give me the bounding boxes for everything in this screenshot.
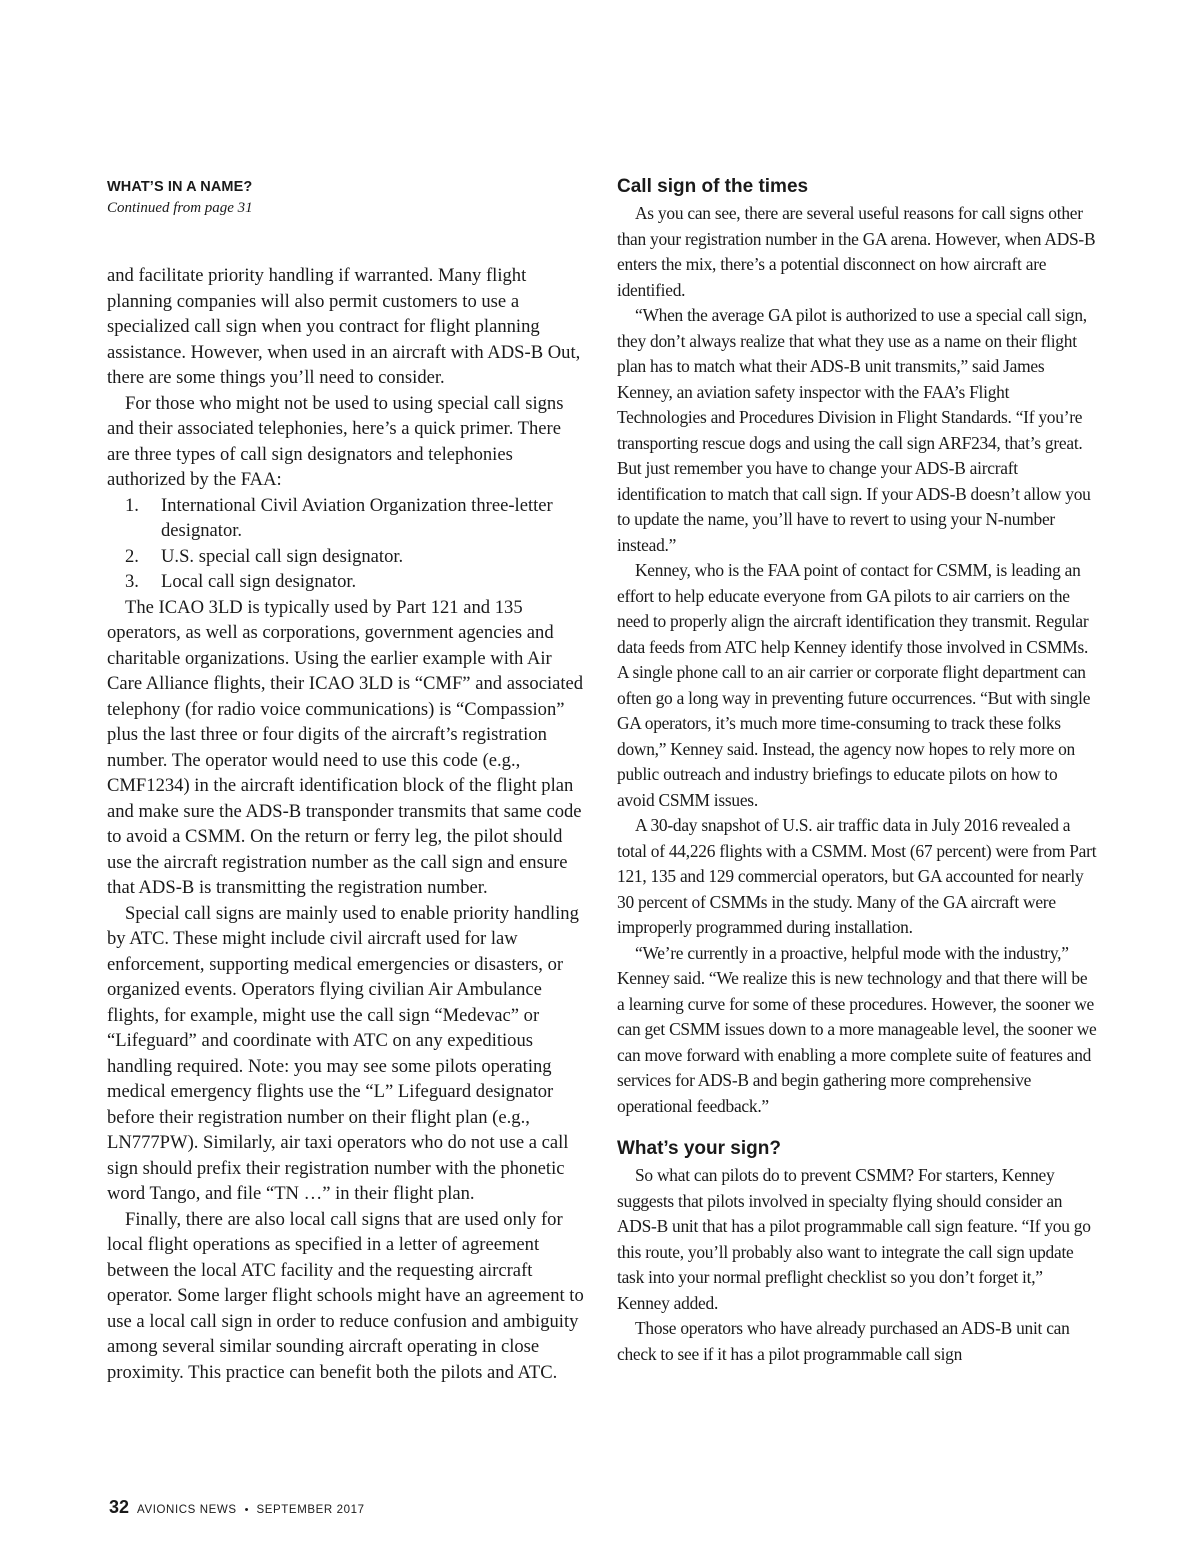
- body-paragraph: The ICAO 3LD is typically used by Part 121 and 135 operators, as well as corporations, government agencies and charitable organizations. Using the earlier example with Air Care Alliance flights, their ICAO 3LD is “CMF” and associated telephony (for radio voice communications) is “Compassion” plus the last three or four digits of the aircraft’s registration number. The operator would need to use this code (e.g., CMF1234) in the aircraft identification block of the flight plan and make sure the ADS-B transponder transmits that same code to avoid a CSMM. On the return or ferry leg, the pilot should use the aircraft registration number as the call sign and ensure that ADS-B is transmitting the registration number.: [107, 596, 584, 898]
- body-paragraph: So what can pilots do to prevent CSMM? For starters, Kenney suggests that pilots involved in specialty flying should consider an ADS-B unit that has a pilot programmable call sign feature. “If you go this route, you’ll probably also want to integrate the call sign update task into your normal preflight checklist so you don’t forget it,” Kenney added.: [617, 1165, 1091, 1313]
- page-number: 32: [109, 1497, 130, 1517]
- body-paragraph: and facilitate priority handling if warranted. Many flight planning companies will also permit customers to use a specialized call sign when you contract for flight planning assistance. However, when used in an aircraft with ADS-B Out, there are some things you’ll need to consider.: [107, 265, 581, 388]
- section-heading: What’s your sign?: [617, 1138, 781, 1159]
- list-item-text: U.S. special call sign designator.: [161, 545, 404, 567]
- body-paragraph: “When the average GA pilot is authorized to use a special call sign, they don’t always realize that what they use as a name on their flight plan has to match what their ADS-B unit transmits,” said James Kenney, an aviation safety inspector with the FAA’s Flight Technologies and Procedures Division in Flight Standards. “If you’re transporting rescue dogs and using the call sign ARF234, that’s great. But just remember you have to change your ADS-B aircraft identification to match that call sign. If your ADS-B doesn’t allow you to update the name, you’ll have to revert to using your N-number instead.”: [617, 305, 1091, 555]
- list-item-text: International Civil Aviation Organization three-letter designator.: [161, 494, 553, 541]
- list-item-text: Local call sign designator.: [161, 571, 357, 592]
- list-item: [107, 544, 585, 570]
- designator-list: [107, 493, 585, 595]
- publication-name: AVIONICS NEWS: [137, 1504, 237, 1516]
- footer-separator: •: [244, 1504, 249, 1516]
- body-paragraph: Special call signs are mainly used to enable priority handling by ATC. These might include civil aircraft used for law enforcement, supporting medical emergencies or disasters, or organized events. Operators flying civilian Air Ambulance flights, for example, might use the call sign “Medevac” or “Lifeguard” and coordinate with ATC on any expeditious handling required. Note: you may see some pilots operating medical emergency flights use the “L” Lifeguard designator before their registration number on their flight plan (e.g., LN777PW). Similarly, air taxi operators who do not use a call sign should prefix their registration number with the phonetic word Tango, and file “TN …” in their flight plan.: [107, 902, 579, 1204]
- list-item-number: 1.: [125, 494, 139, 516]
- body-paragraph: Finally, there are also local call signs that are used only for local flight operations as specified in a letter of agreement between the local ATC facility and the requesting aircraft operator. Some larger flight schools might have an agreement to use a local call sign in order to reduce confusion and ambiguity among several similar sounding aircraft operating in close proximity. This practice can benefit both the pilots and ATC.: [107, 1208, 584, 1383]
- left-column: [107, 176, 585, 1385]
- body-paragraph: Those operators who have already purchased an ADS-B unit can check to see if it has a pilot programmable call sign: [617, 1318, 1070, 1364]
- body-paragraph: A 30-day snapshot of U.S. air traffic data in July 2016 revealed a total of 44,226 flights with a CSMM. Most (67 percent) were from Part 121, 135 and 129 commercial operators, but GA accounted for nearly 30 percent of CSMMs in the study. Many of the GA aircraft were improperly programmed during installation.: [617, 815, 1097, 937]
- page-footer: [109, 1497, 365, 1518]
- list-item-number: 3.: [125, 571, 139, 592]
- issue-date: SEPTEMBER 2017: [256, 1504, 365, 1516]
- body-paragraph: Kenney, who is the FAA point of contact for CSMM, is leading an effort to help educate everyone from GA pilots to air carriers on the need to properly align the aircraft identification they transmit. Regular data feeds from ATC help Kenney identify those involved in CSMMs. A single phone call to an air carrier or corporate flight department can often go a long way in preventing future occurrences. “But with single GA operators, it’s much more time-consuming to track these folks down,” Kenney said. Instead, the agency now hopes to rely more on public outreach and industry briefings to educate pilots on how to avoid CSMM issues.: [617, 560, 1091, 810]
- section-kicker: WHAT’S IN A NAME?: [107, 179, 253, 195]
- body-paragraph: “We’re currently in a proactive, helpful mode with the industry,” Kenney said. “We realize this is new technology and that there will be a learning curve for some of these procedures. However, the sooner we can get CSMM issues down to a more manageable level, the sooner we can move forward with enabling a more complete suite of features and services for ADS-B and begin gathering more comprehensive operational feedback.”: [617, 942, 1097, 1116]
- body-paragraph: For those who might not be used to using special call signs and their associated telephonies, here’s a quick primer. There are three types of call sign designators and telephonies authorized by the FAA:: [107, 392, 564, 490]
- list-item: [107, 569, 585, 595]
- continued-from-note: Continued from page 31: [107, 200, 253, 216]
- section-heading: Call sign of the times: [617, 176, 809, 197]
- list-item-number: 2.: [125, 545, 139, 567]
- list-item: [107, 493, 585, 544]
- body-paragraph: As you can see, there are several useful reasons for call signs other than your registration number in the GA arena. However, when ADS-B enters the mix, there’s a potential disconnect on how aircraft are identified.: [617, 203, 1096, 300]
- right-column: [617, 175, 1097, 1367]
